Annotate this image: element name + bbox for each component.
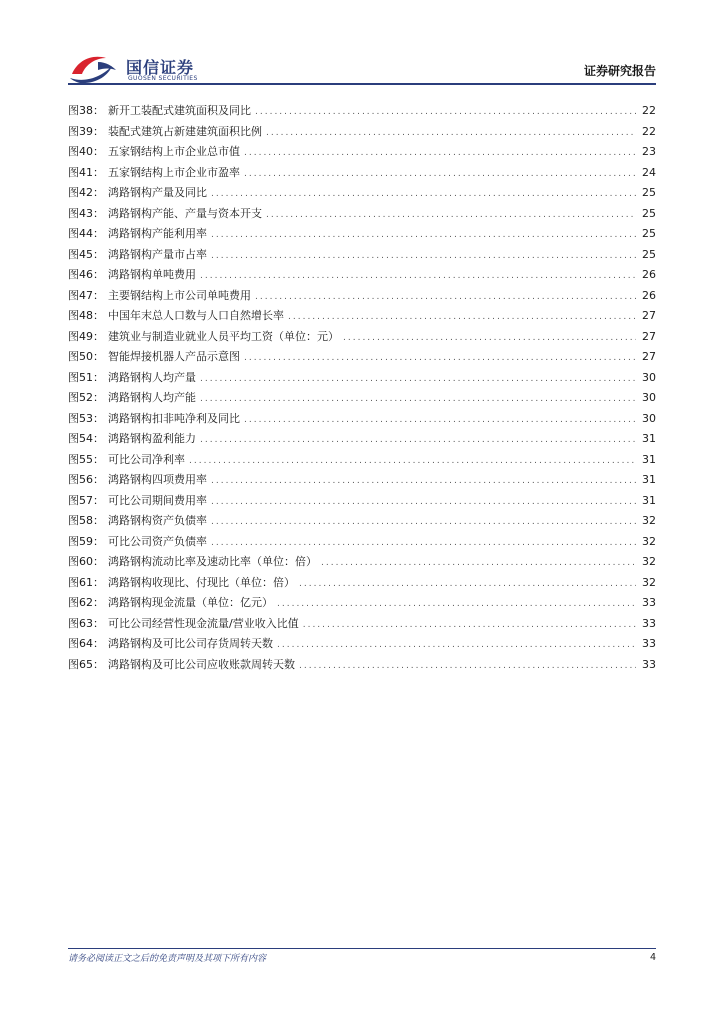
figure-page-number: 33 xyxy=(642,637,656,650)
figure-title: 建筑业与制造业就业人员平均工资（单位：元） xyxy=(108,329,339,343)
figure-list-item[interactable] xyxy=(68,163,656,184)
figure-title: 鸿路钢构收现比、付现比（单位：倍） xyxy=(108,575,295,589)
figure-list-item[interactable] xyxy=(68,634,656,655)
figure-page-number: 33 xyxy=(642,596,656,609)
figure-number: 图59 xyxy=(68,534,93,548)
figure-title: 鸿路钢构资产负债率 xyxy=(108,514,207,527)
dot-leader xyxy=(288,307,636,328)
figure-number-separator: ： xyxy=(93,514,104,527)
figure-list-item[interactable] xyxy=(68,655,656,676)
figure-number: 图50 xyxy=(68,350,93,363)
dot-leader xyxy=(299,656,636,677)
figure-list-item[interactable] xyxy=(68,470,656,491)
figure-title: 鸿路钢构盈利能力 xyxy=(108,432,196,445)
guosen-logo-icon xyxy=(68,52,120,84)
figure-list-item[interactable] xyxy=(68,306,656,327)
dot-leader xyxy=(211,471,636,492)
figure-number-separator: ： xyxy=(93,637,104,650)
figure-list-item[interactable] xyxy=(68,429,656,450)
figure-page-number: 33 xyxy=(642,657,656,671)
logo-english-name: GUOSEN SECURITIES xyxy=(128,75,198,82)
figure-page-number: 23 xyxy=(642,145,656,158)
report-type-label: 证券研究报告 xyxy=(583,64,656,78)
dot-leader xyxy=(200,266,636,287)
figure-number: 图64 xyxy=(68,637,93,650)
figure-list-item[interactable] xyxy=(68,183,656,204)
figure-page-number: 25 xyxy=(642,227,656,240)
figure-title: 鸿路钢构产能、产量与资本开支 xyxy=(108,206,262,220)
figure-number-separator: ： xyxy=(93,145,104,158)
figure-number: 图42 xyxy=(68,186,93,199)
figure-title: 鸿路钢构产能利用率 xyxy=(108,227,207,240)
figure-number: 图58 xyxy=(68,514,93,527)
figure-page-number: 33 xyxy=(642,616,656,630)
figure-title: 新开工装配式建筑面积及同比 xyxy=(108,104,251,117)
figure-number-separator: ： xyxy=(93,350,104,363)
dot-leader xyxy=(211,184,636,205)
dot-leader xyxy=(211,512,636,533)
figure-number: 图56 xyxy=(68,473,93,486)
dot-leader xyxy=(321,553,636,574)
figure-page-number: 24 xyxy=(642,165,656,179)
figure-number-separator: ： xyxy=(93,616,104,630)
figure-page-number: 27 xyxy=(642,309,656,322)
figure-number: 图63 xyxy=(68,616,93,630)
figure-page-number: 25 xyxy=(642,247,656,261)
figure-title: 鸿路钢构扣非吨净利及同比 xyxy=(108,411,240,425)
dot-leader xyxy=(200,389,636,410)
figure-page-number: 26 xyxy=(642,288,656,302)
figure-title: 鸿路钢构四项费用率 xyxy=(108,473,207,486)
figure-title: 鸿路钢构流动比率及速动比率（单位：倍） xyxy=(108,555,317,568)
figure-list-item[interactable] xyxy=(68,511,656,532)
figure-number-separator: ： xyxy=(93,268,104,281)
figure-number: 图38 xyxy=(68,104,93,117)
figure-page-number: 32 xyxy=(642,555,656,568)
dot-leader xyxy=(211,533,636,554)
figure-page-number: 31 xyxy=(642,452,656,466)
figure-title: 主要钢结构上市公司单吨费用 xyxy=(108,288,251,302)
figure-title: 五家钢结构上市企业总市值 xyxy=(108,145,240,158)
dot-leader xyxy=(211,246,636,267)
figure-list-item[interactable] xyxy=(68,388,656,409)
page-header xyxy=(68,48,656,86)
footer-divider xyxy=(68,948,656,949)
figure-page-number: 30 xyxy=(642,411,656,425)
figure-list-item[interactable] xyxy=(68,552,656,573)
header-divider xyxy=(68,83,656,85)
figure-page-number: 22 xyxy=(642,124,656,138)
figure-number-separator: ： xyxy=(93,165,104,179)
figure-number-separator: ： xyxy=(93,452,104,466)
figure-page-number: 22 xyxy=(642,104,656,117)
figure-list-item[interactable] xyxy=(68,450,656,471)
figure-number-separator: ： xyxy=(93,596,104,609)
figure-page-number: 31 xyxy=(642,473,656,486)
figure-number: 图61 xyxy=(68,575,93,589)
figure-number: 图54 xyxy=(68,432,93,445)
figure-list-item[interactable] xyxy=(68,224,656,245)
figure-title: 可比公司净利率 xyxy=(108,452,185,466)
figure-number: 图53 xyxy=(68,411,93,425)
figure-number-separator: ： xyxy=(93,411,104,425)
figure-list-item[interactable] xyxy=(68,573,656,594)
figure-title: 鸿路钢构产量市占率 xyxy=(108,247,207,261)
figure-number: 图51 xyxy=(68,370,93,384)
figure-number: 图55 xyxy=(68,452,93,466)
figure-page-number: 27 xyxy=(642,350,656,363)
figure-list-item[interactable] xyxy=(68,368,656,389)
figure-number-separator: ： xyxy=(93,227,104,240)
dot-leader xyxy=(189,451,636,472)
figure-title: 五家钢结构上市企业市盈率 xyxy=(108,165,240,179)
figure-number-separator: ： xyxy=(93,288,104,302)
dot-leader xyxy=(277,594,636,615)
figure-page-number: 30 xyxy=(642,391,656,404)
figure-title: 鸿路钢构及可比公司应收账款周转天数 xyxy=(108,657,295,671)
figure-number: 图65 xyxy=(68,657,93,671)
figure-title: 装配式建筑占新建建筑面积比例 xyxy=(108,124,262,138)
figure-list-item[interactable] xyxy=(68,614,656,635)
figure-page-number: 25 xyxy=(642,186,656,199)
figure-number: 图62 xyxy=(68,596,93,609)
figure-list-item[interactable] xyxy=(68,265,656,286)
figure-title: 可比公司期间费用率 xyxy=(108,493,207,507)
figure-title: 中国年末总人口数与人口自然增长率 xyxy=(108,309,284,322)
dot-leader xyxy=(266,123,636,144)
figure-number-separator: ： xyxy=(93,309,104,322)
figure-number-separator: ： xyxy=(93,555,104,568)
figure-list-item[interactable] xyxy=(68,327,656,348)
figure-number: 图49 xyxy=(68,329,93,343)
figure-number-separator: ： xyxy=(93,534,104,548)
figure-title: 鸿路钢构人均产能 xyxy=(108,391,196,404)
figure-page-number: 30 xyxy=(642,370,656,384)
figure-number-separator: ： xyxy=(93,186,104,199)
figure-list xyxy=(68,101,656,675)
figure-list-item[interactable] xyxy=(68,122,656,143)
figure-number: 图48 xyxy=(68,309,93,322)
figure-number: 图41 xyxy=(68,165,93,179)
figure-list-item[interactable] xyxy=(68,142,656,163)
figure-number: 图43 xyxy=(68,206,93,220)
dot-leader xyxy=(244,143,636,164)
figure-page-number: 31 xyxy=(642,432,656,445)
figure-page-number: 25 xyxy=(642,206,656,220)
figure-page-number: 31 xyxy=(642,493,656,507)
figure-page-number: 27 xyxy=(642,329,656,343)
figure-number-separator: ： xyxy=(93,370,104,384)
page-number: 4 xyxy=(649,952,656,963)
figure-page-number: 32 xyxy=(642,514,656,527)
figure-list-item[interactable] xyxy=(68,532,656,553)
guosen-logo xyxy=(68,52,268,86)
figure-title: 鸿路钢构人均产量 xyxy=(108,370,196,384)
figure-list-item[interactable] xyxy=(68,101,656,122)
figure-number: 图47 xyxy=(68,288,93,302)
figure-title: 可比公司资产负债率 xyxy=(108,534,207,548)
figure-title: 鸿路钢构产量及同比 xyxy=(108,186,207,199)
dot-leader xyxy=(200,430,636,451)
figure-number: 图40 xyxy=(68,145,93,158)
dot-leader xyxy=(211,225,636,246)
figure-list-item[interactable] xyxy=(68,245,656,266)
figure-number: 图52 xyxy=(68,391,93,404)
figure-list-item[interactable] xyxy=(68,347,656,368)
figure-title: 鸿路钢构现金流量（单位：亿元） xyxy=(108,596,273,609)
figure-list-item[interactable] xyxy=(68,204,656,225)
figure-number: 图60 xyxy=(68,555,93,568)
figure-number: 图39 xyxy=(68,124,93,138)
dot-leader xyxy=(303,615,636,636)
dot-leader xyxy=(244,410,636,431)
figure-number: 图46 xyxy=(68,268,93,281)
figure-page-number: 32 xyxy=(642,534,656,548)
figure-page-number: 32 xyxy=(642,575,656,589)
figure-title: 可比公司经营性现金流量/营业收入比值 xyxy=(108,616,299,630)
figure-title: 鸿路钢构单吨费用 xyxy=(108,268,196,281)
figure-list-item[interactable] xyxy=(68,286,656,307)
dot-leader xyxy=(211,492,636,513)
figure-number-separator: ： xyxy=(93,432,104,445)
figure-number-separator: ： xyxy=(93,206,104,220)
figure-page-number: 26 xyxy=(642,268,656,281)
figure-title: 鸿路钢构及可比公司存货周转天数 xyxy=(108,637,273,650)
figure-list-item[interactable] xyxy=(68,409,656,430)
logo-chinese-name: 国信证券 xyxy=(126,58,195,77)
figure-list-item[interactable] xyxy=(68,593,656,614)
dot-leader xyxy=(244,164,636,185)
dot-leader xyxy=(255,287,636,308)
figure-number-separator: ： xyxy=(93,493,104,507)
dot-leader xyxy=(244,348,636,369)
figure-number: 图44 xyxy=(68,227,93,240)
figure-number-separator: ： xyxy=(93,575,104,589)
figure-number-separator: ： xyxy=(93,657,104,671)
dot-leader xyxy=(277,635,636,656)
dot-leader xyxy=(343,328,636,349)
figure-number-separator: ： xyxy=(93,391,104,404)
figure-title: 智能焊接机器人产品示意图 xyxy=(108,350,240,363)
dot-leader xyxy=(200,369,636,390)
figure-number: 图45 xyxy=(68,247,93,261)
figure-number: 图57 xyxy=(68,493,93,507)
dot-leader xyxy=(266,205,636,226)
figure-number-separator: ： xyxy=(93,473,104,486)
dot-leader xyxy=(255,102,636,123)
figure-number-separator: ： xyxy=(93,247,104,261)
dot-leader xyxy=(299,574,636,595)
figure-list-item[interactable] xyxy=(68,491,656,512)
figure-number-separator: ： xyxy=(93,124,104,138)
figure-number-separator: ： xyxy=(93,329,104,343)
figure-number-separator: ： xyxy=(93,104,104,117)
footer-disclaimer: 请务必阅读正文之后的免责声明及其项下所有内容 xyxy=(68,954,267,964)
